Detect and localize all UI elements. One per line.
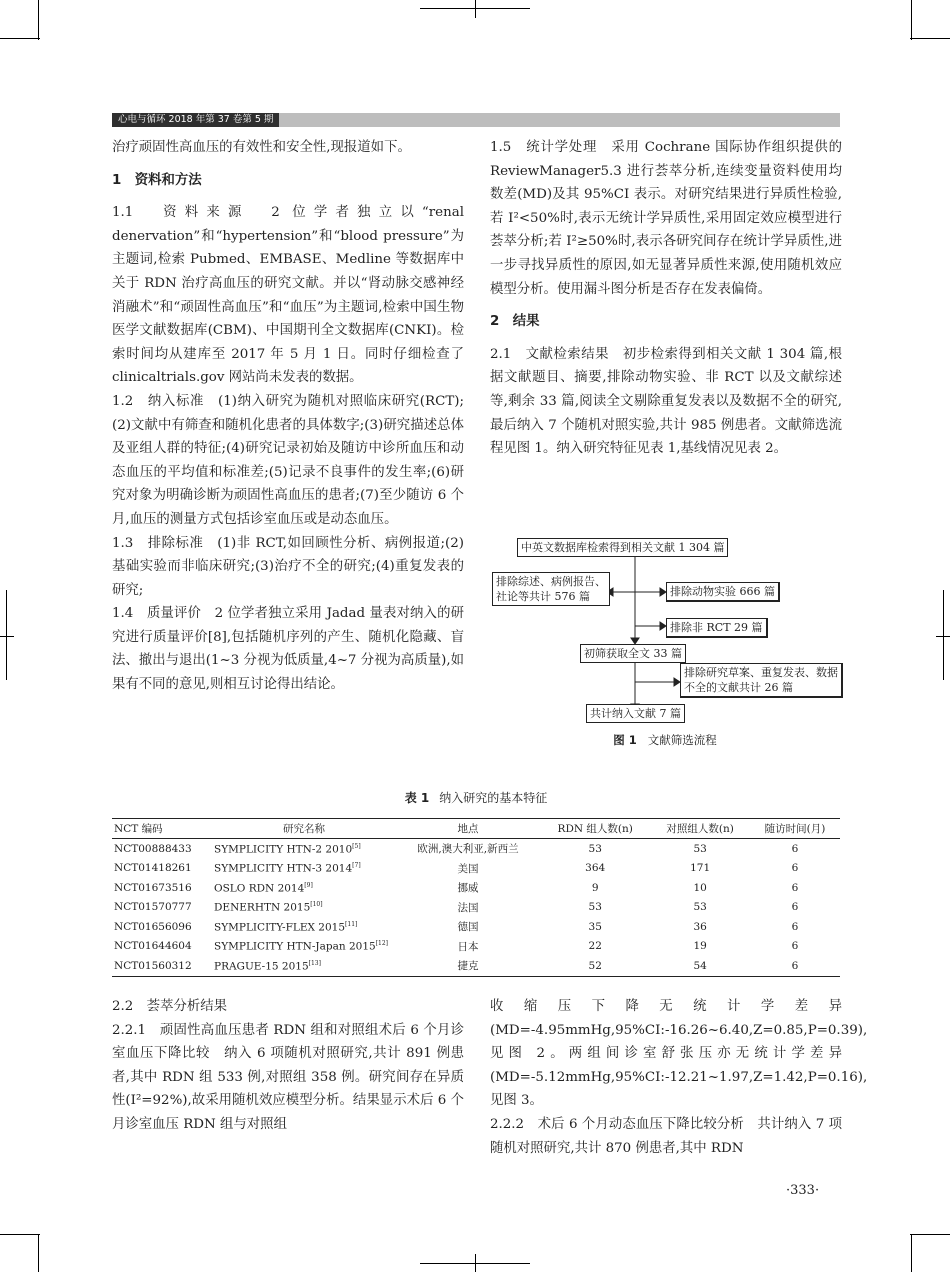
bottom-right-column — [490, 995, 868, 1160]
flow-text: 排除研究草案、重复发表、数据 — [684, 666, 838, 679]
control-count-cell: 54 — [650, 956, 749, 976]
crop-mark — [6, 590, 7, 680]
study-name-cell — [212, 956, 396, 976]
table-caption — [112, 789, 840, 806]
nct-code-cell: NCT01673516 — [114, 881, 192, 894]
control-count-cell: 53 — [693, 842, 707, 855]
citation-ref: [13] — [308, 959, 321, 967]
site-cell: 日本 — [457, 940, 479, 953]
figure-title: 文献筛选流程 — [647, 733, 717, 747]
journal-header: 心电与循环 2018 年第 37 卷第 5 期 — [112, 113, 279, 127]
study-name: SYMPLICITY HTN-3 2014 — [214, 862, 353, 875]
flow-text: 排除综述、病例报告、 — [496, 575, 606, 588]
followup-cell: 6 — [750, 956, 840, 976]
crop-mark — [910, 1234, 950, 1235]
followup-cell: 6 — [791, 920, 799, 933]
right-column — [490, 136, 842, 461]
rdn-count-cell: 53 — [588, 842, 602, 855]
study-name: SYMPLICITY HTN-2 2010 — [214, 843, 353, 855]
col-header: 对照组人数(n) — [650, 819, 749, 839]
para-2-2-2: 2.2.2 术后 6 个月动态血压下降比较分析 共计纳入 7 项随机对照研究,共计 870 例患者,其中 RDN — [490, 1116, 842, 1156]
para-1-4: 1.4 质量评价 2 位学者独立采用 Jadad 量表对纳入的研究进行质量评价[8],包括随机序列的产生、随机化隐藏、盲法、撤出与退出(1~3 分视为低质量,4~7 分视为高质量),如果有不同的意见,则相互讨论得出结论。 — [112, 606, 464, 693]
page-number: ·333· — [786, 1183, 820, 1198]
para-1-1: 1.1 资料来源 2 位学者独立以“renal denervation”和“hypertension”和“blood pressure”为主题词,检索 Pubmed、EMBASE、Medline 等数据库中关于 RDN 治疗高血压的研究文献。并以“肾动脉交感神经消融术”和“顽固性高血压”和“血压”为主题词,检索中国生物医学文献数据库(CBM)、中国期刊全文数据库(CNKI)。检索时间均从建库至 2017 年 5 月 1 日。同时仔细检查了 clinicaltrials.gov 网站尚未发表的数据。 — [112, 205, 464, 386]
crop-mark — [0, 38, 40, 39]
col-header: 研究名称 — [212, 819, 396, 839]
section-title-methods: 1 资料和方法 — [112, 172, 202, 188]
study-name-cell — [212, 859, 396, 879]
flow-box-exclude-animal: 排除动物实验 666 篇 — [666, 582, 780, 602]
study-name: DENERHTN 2015 — [214, 901, 311, 914]
bottom-left-column — [112, 995, 464, 1137]
crop-mark — [475, 0, 476, 18]
crop-mark — [38, 1234, 39, 1272]
table-row — [112, 878, 840, 898]
nct-code-cell: NCT01644604 — [114, 940, 192, 953]
study-name-cell — [212, 937, 396, 957]
study-name: PRAGUE-15 2015 — [214, 960, 309, 972]
site-cell: 法国 — [457, 901, 479, 914]
study-name: OSLO RDN 2014 — [214, 882, 305, 894]
study-characteristics-table — [112, 818, 840, 977]
flow-box-fulltext: 初筛获取全文 33 篇 — [580, 644, 686, 663]
left-column — [112, 136, 464, 697]
study-name-cell — [212, 878, 396, 898]
rdn-count-cell: 52 — [540, 956, 650, 976]
site-cell: 德国 — [457, 921, 479, 934]
flowchart — [490, 536, 850, 756]
para-1-5: 1.5 统计学处理 采用 Cochrane 国际协作组织提供的 ReviewManager5.3 进行荟萃分析,连续变量资料使用均数差(MD)及其 95%CI 表示。对研究结果进行异质性检验,若 I²<50%时,表示无统计学异质性,采用固定效应模型进行荟萃分析;若 I²≥50%时,表示各研究间存在统计学异质性,进一步寻找异质性的原因,如无显著异质性来源,使用随机效应模型分析。使用漏斗图分析是否存在发表偏倚。 — [490, 140, 842, 297]
site-cell: 美国 — [457, 862, 479, 875]
table-row — [112, 917, 840, 937]
intro-tail: 治疗顽固性高血压的有效性和安全性,现报道如下。 — [112, 140, 411, 155]
rdn-count-cell: 364 — [585, 862, 606, 875]
para-1-3: 1.3 排除标准 (1)非 RCT,如回顾性分析、病例报道;(2)基础实验而非临床研究;(3)治疗不全的研究;(4)重复发表的研究; — [112, 535, 464, 598]
citation-ref: [9] — [304, 881, 313, 889]
followup-cell: 6 — [791, 862, 799, 875]
nct-code-cell: NCT01656096 — [114, 920, 192, 933]
citation-ref: [7] — [352, 862, 361, 869]
para-continued: 收缩压下降无统计学差异(MD=-4.95mmHg,95%CI:-16.26~6.40,Z=0.85,P=0.39),见图 2。两组间诊室舒张压亦无统计学差异(MD=-5.12mmHg,95%CI:-12.21~1.97,Z=1.42,P=0.16),见图 3。 — [490, 999, 868, 1109]
citation-ref: [11] — [345, 920, 358, 928]
crop-mark — [0, 1234, 40, 1235]
followup-cell: 6 — [791, 881, 799, 894]
crop-mark — [943, 590, 944, 680]
table-header-row — [112, 819, 840, 839]
crop-mark — [475, 1254, 476, 1272]
table-row — [112, 859, 840, 879]
nct-code-cell: NCT01418261 — [114, 862, 192, 875]
flow-box-final: 共计纳入文献 7 篇 — [586, 704, 685, 723]
running-header-bar — [112, 113, 840, 127]
table-title: 纳入研究的基本特征 — [439, 791, 548, 805]
para-1-2: 1.2 纳入标准 (1)纳入研究为随机对照临床研究(RCT);(2)文献中有筛查和随机化患者的具体数字;(3)研究描述总体及亚组人群的特征;(4)研究记录初始及随访中诊所血压和动态血压的平均值和标准差;(5)记录不良事件的发生率;(6)研究对象为明确诊断为顽固性高血压的患者;(7)至少随访 6 个月,血压的测量方式包括诊室血压或是动态血压。 — [112, 393, 464, 527]
followup-cell: 6 — [791, 940, 799, 953]
table-row — [112, 839, 840, 859]
study-name-cell — [212, 898, 396, 918]
nct-code-cell: NCT01560312 — [112, 956, 212, 976]
control-count-cell: 36 — [693, 920, 707, 933]
study-name-cell — [212, 917, 396, 937]
col-header: 地点 — [396, 819, 540, 839]
nct-code-cell: NCT00888433 — [114, 842, 192, 855]
subsection-meta-analysis: 2.2 荟萃分析结果 — [112, 999, 228, 1014]
control-count-cell: 19 — [693, 940, 707, 953]
site-cell: 挪威 — [457, 882, 479, 895]
table-label: 表 1 — [404, 791, 430, 805]
flow-box-search: 中英文数据库检索得到相关文献 1 304 篇 — [517, 538, 728, 557]
rdn-count-cell: 53 — [588, 901, 602, 914]
control-count-cell: 171 — [690, 862, 711, 875]
flow-box-exclude-nonrct: 排除非 RCT 29 篇 — [666, 618, 768, 638]
figure-label: 图 1 — [613, 733, 637, 747]
crop-mark — [911, 0, 912, 40]
study-name: SYMPLICITY-FLEX 2015 — [214, 921, 346, 933]
followup-cell: 6 — [791, 842, 799, 855]
table-row — [112, 898, 840, 918]
citation-ref: [10] — [310, 901, 323, 908]
site-cell: 欧洲,澳大利亚,新西兰 — [417, 843, 519, 856]
col-header: RDN 组人数(n) — [540, 819, 650, 839]
table-row — [112, 937, 840, 957]
rdn-count-cell: 9 — [591, 881, 599, 894]
section-title-results: 2 结果 — [490, 314, 540, 330]
para-2-1: 2.1 文献检索结果 初步检索得到相关文献 1 304 篇,根据文献题目、摘要,排除动物实验、非 RCT 以及文献综述等,剩余 33 篇,阅读全文剔除重复发表以及数据不全的研究,最后纳入 7 个随机对照实验,共计 985 例患者。文献筛选流程见图 1。纳入研究特征见表 1,基线情况见表 2。 — [490, 346, 842, 457]
followup-cell: 6 — [791, 901, 799, 914]
crop-mark — [911, 1234, 912, 1272]
col-header: NCT 编码 — [112, 819, 212, 839]
flow-box-exclude-duplicates — [680, 663, 843, 698]
crop-mark — [910, 38, 950, 39]
control-count-cell: 10 — [693, 881, 707, 894]
table-row — [112, 956, 840, 976]
flow-text: 不全的文献共计 26 篇 — [684, 681, 793, 694]
study-name-cell — [212, 839, 396, 859]
citation-ref: [12] — [375, 940, 389, 947]
rdn-count-cell: 22 — [588, 940, 602, 953]
study-name: SYMPLICITY HTN-Japan 2015 — [214, 940, 376, 953]
flow-text: 社论等共计 576 篇 — [496, 590, 590, 603]
control-count-cell: 53 — [693, 901, 707, 914]
flow-box-exclude-reviews — [492, 572, 610, 606]
crop-mark — [0, 636, 14, 637]
rdn-count-cell: 35 — [588, 920, 602, 933]
col-header: 随访时间(月) — [750, 819, 840, 839]
site-cell: 捷克 — [396, 956, 540, 976]
figure-caption — [490, 732, 840, 748]
para-2-2-1: 2.2.1 顽固性高血压患者 RDN 组和对照组术后 6 个月诊室血压下降比较 纳入 6 项随机对照研究,共计 891 例患者,其中 RDN 组 533 例,对照组 358 例。研究间存在异质性(I²=92%),故采用随机效应模型分析。结果显示术后 6 个月诊室血压 RDN 组与对照组 — [112, 1022, 464, 1132]
citation-ref: [5] — [352, 842, 361, 850]
crop-mark — [38, 0, 39, 40]
nct-code-cell: NCT01570777 — [114, 901, 192, 914]
